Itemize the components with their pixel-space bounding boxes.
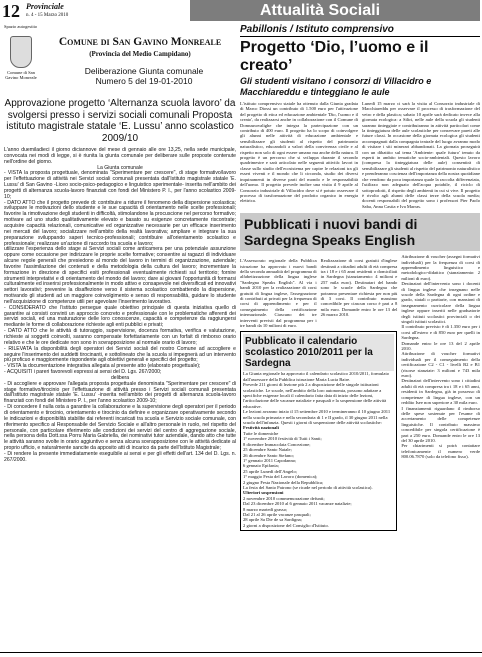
masthead-title: Provinciale	[26, 2, 64, 11]
paragraph: - Di accogliere e approvare l'allegata proposta progettuale denominata "Sperimentare per crescere" di stage formativo/tirocinio per l'effettuazione di attività presso i Servizi sociali comunali presentata dall'Istituto magistrale statale 'E. Lussu' -inserita nell'ambito dei progetti di alternanza scuola-lavoro finanziati con fondi del Ministero P. I., per l'anno scolastico 2009-10;	[4, 380, 236, 405]
list-item: 28 aprile Sa Die de sa Sardigna;	[243, 517, 302, 523]
list-item: 26 dicembre Santo Stefano;	[243, 452, 294, 458]
masthead	[26, 2, 68, 20]
article2-headline: Pubblicati i nuovi bandi di Sardegna Speaks English	[240, 213, 480, 251]
list-item: Dal 21 al 26 aprile vacanze pasquali;	[243, 511, 311, 517]
paragraph: L'istituto comprensivo statale ha ottenuto dalla Giunta gradata di Marco Diossi un contributo di 1.500 euro per l'attivazione del progetto di etica ed educazione ambientale 'Dio, l'uomo e il creato', da realizzarsi anche in collaborazione con il Comune di Domusnovalighe che integra la partecipazione con un contributo di 400 euro. Il progetto ha lo scopo di coinvolgere gli alunni nelle attività di educazione ambientale e sensibilizzare gli studenti al rispetto del patrimonio naturalistico, educandoli a valori della convivenza civile e al rispetto non solo di ogni essere umano ma anche della natura.	[240, 101, 358, 155]
list-item: La festa del Santo Patrono (se ricade nel periodo di attività scolastica).	[243, 484, 373, 490]
paragraph: Destinatari dell'intervento sono i docenti di lingua inglese che insegnano nelle scuole della Sardegna di ogni ordine e grado, statali o paritarie, con mansioni di insegnamento curricolare della lingua inglese oppure inseriti nelle graduatorie degli istituti scolastici provinciali o dei singoli istituti scolastici.	[401, 281, 480, 324]
list-item: 1° maggio Festa del Lavoro (domenica);	[243, 474, 318, 480]
paragraph: In occasione della giornata ecologica gli studenti accompagnati dalla compagnia teatrale del luogo avranno modo di visitare i siti minerari abbandonati. La giornata proseguirà con un dibattito sul tema 'Ambiente: quale futuro' tenuto da esperti in ambito tematiche socio-ambientali.	[362, 133, 480, 161]
paragraph: Questo lavoro (compresa la tinteggiatura delle aule) consentirà di sensibilizzare gli studenti al rispetto del patrimonio naturalistico e prenderanno coscienza dell'importanza della nostra quotidiane che vendono da poca importanza quale la raccolta differenziata, l'utilizzo non adeguato dell'acqua potabile, il riciclo di sottoprodotti, il rispetto degli ambienti in cui si vive. Il progetto è rivolto agli alunni delle classi terze della scuola media; docenti responsabili del progetto sono i professori Pier Paolo Saba, Anna Castia e Iva Marras.	[362, 155, 480, 209]
list-item: 8 dicembre Immacolata Concezione;	[243, 441, 311, 447]
delibera-body	[4, 148, 236, 464]
list-item: 2 novembre 2010 commemorazione defunti;	[243, 495, 325, 501]
paragraph: La Giunta comunale	[97, 164, 143, 171]
article2	[240, 254, 480, 531]
masthead-date: n. 4 - 15 Marzo 2010	[26, 13, 69, 18]
sospensioni-title: Ulteriori sospensioni	[243, 490, 284, 496]
paragraph: La Giunta regionale ha approvato il calendario scolastico 2010/2011, formulato dall'assessore della Pubblica istruzione Maria Lucia Baire.	[243, 371, 390, 382]
delibera-title: Approvazione progetto ‘Alternanza scuola lavoro’ da svolgersi presso i servizi sociali comunali Proposta istituto magistrale statale ‘E. Lussu’ anno scolastico 2009/10	[4, 98, 236, 144]
paragraph: - ACQUISITI i pareri favorevoli espressi ai sensi del D. Lgs. 267/2000;	[4, 369, 162, 376]
paragraph: Destinatari del bando sono le scuole della Sardegna che potranno presentare richiesta per non più di 3 corsi. Il contributo massimo concedibile per ciascun corso è pari a 8 mila euro. Domande entro le ore 13 del 26 marzo 2010.	[320, 279, 398, 318]
list-item: 1° novembre 2010 festività di Tutti i Santi;	[243, 436, 322, 442]
article-kicker: Pabillonis / Istituto comprensivo	[240, 24, 480, 37]
page-header	[0, 0, 482, 22]
paragraph: L'anno duemiladieci il giorno diciannove del mese di gennaio alle ore 13,25, nella sede municipale, convocata nei modi di legge, si è riunita la giunta comunale per deliberare sulle proposte contenute nell'ordine del giorno.	[4, 147, 236, 165]
article-column	[321, 258, 398, 328]
paragraph: - RILEVATA la disponibilità degli operatori dei Servizi sociali del nostro Comune ad accogliere e seguire l'inserimento dei suddetti tirocinanti, e sottolineato che la scuola si impegnerà ad un intervento più proficuo e maggiormente rispondente agli obiettivi generali e specifici del progetto;	[4, 345, 236, 364]
paragraph: Realizzazione di corsi gratuiti d'inglese destinati a cittadini adulti di età compresa tra i 18 e i 65 anni residenti o domiciliati in Sardegna (stanziamento: 4 milioni e 257 mila euro).	[320, 258, 398, 285]
list-item: 25 aprile Lunedì dell'Angelo;	[243, 468, 298, 474]
paragraph: Le lezioni avranno inizio il 15 settembre 2010 e termineranno il 10 giugno 2011 nella scuola primaria e nella secondaria di 1 e II grado, il 30 giugno 2011 nella scuola dell'infanzia. Questi i giorni di sospensione delle attività scolastiche:	[243, 409, 391, 426]
delibera-line-2: Numero 5 del 19-01-2010	[95, 76, 193, 86]
paragraph: - VISTA la proposta progettuale, denominata "Sperimentare per crescere", di stage formativo/lavoro per l'effettuazione di attività nei Servizi sociali comunali presentata dall'Istituto magistrale statale 'E. Lussu' di San Gavino -Liceo socio-psico-pedagogico e linguistico sperimentale- inserita nell'ambito dei progetti di alternanza scuola-lavoro finanziati con fondi del Ministero P. I., per l'anno scolastico 2009-10;	[4, 170, 236, 200]
delibera-header	[54, 66, 234, 86]
list-item: 8 marzo martedì grasso;	[243, 506, 288, 512]
delibera-line-1: Deliberazione Giunta comunale	[84, 66, 204, 76]
calendar-headline: Pubblicato il calendario scolastico 2010/2011 per la Sardegna	[243, 334, 394, 371]
paragraph: Attribuzione di voucher formativi individuali per il conseguimento della certificazione C2 - C1 - livelli B2 e B1 (risorse stanziate: 3 milioni e 743 mila euro).	[401, 351, 480, 379]
list-item: 2 giorni a disposizione del Consiglio d'Istituto.	[243, 522, 329, 528]
article-column	[240, 101, 358, 209]
paragraph: Il contributo previsto è di 1.350 euro per i corsi all'estero e di 850 euro per quelli in Sardegna.	[401, 324, 480, 341]
paragraph: - VISTA la documentazione integrativa allegata al presente atto (elaborato progettuale);	[4, 363, 201, 370]
festivita-title: Festività nazionali	[243, 425, 279, 431]
coat-of-arms-icon	[10, 36, 32, 68]
article-subhead: Gli studenti visitano i consorzi di Villacidro e Macchiareddu e tinteggiano le aule	[240, 76, 432, 97]
paragraph: Il progetto è un percorso che si sviluppa durante il secondo quadrimestre e sarà articolato nelle seguenti attività: lavori in classe sullo studio dell'ecosistema per capire le relazioni tra gli esseri viventi e il mondo che li circonda, studio dei diversi inquinamenti in diverse parti del mondo e le responsabilità dell'uomo. Il progetto prevede inoltre una visita il 9 aprile al Consorzio industriale di Villacidro dove si è potuto osservare il processo di trasformazione del prodotto organico in energia elettrica.	[240, 149, 358, 204]
paragraph: - Di rendere la presente immediatamente eseguibile ai sensi e per gli effetti dell'art. 134 del D. Lgs. n. 267/2000.	[4, 450, 236, 463]
paragraph: delibera	[110, 374, 130, 381]
paragraph: Lunedì 15 marzo ci sarà la visita al Consorzio industriale di Macchiareddu per osservare il processo di trasformazione del vetro e della plastica; sabato 10 aprile sarà dedicato invece alla giornata ecologica: a Siliri, nelle aule della scuola gli studenti saranno tinteggiate e contribuiranno in attività particolari come la tinteggiatura delle aule scolastiche per conservare pareti alle future classi.	[362, 101, 480, 139]
comune-title: Comune di San Gavino Monreale	[58, 36, 222, 48]
article-body	[240, 101, 480, 209]
paragraph: Destinatari dell'intervento sono i cittadini adulti di età compresa tra i 18 e i 65 anni, residenti in Sardegna, già in possesso di competenze di lingua inglese, con un reddito Isee non superiore a 30 mila euro.	[401, 378, 480, 406]
list-item: Dal 23 dicembre 2010 al 6 gennaio 2011 vacanze natalizie;	[243, 501, 352, 507]
article-headline: Progetto ‘Dio, l’uomo e il creato’	[240, 39, 429, 74]
list-item: Tutte le domeniche	[243, 430, 279, 436]
paragraph: I finanziamenti riguardano il rimborso delle spese sostenute per l'esame di accertamento delle competenze linguistiche. Il contributo massimo concedibile per singola certificazione è pari a 250 euro. Domande entro le ore 13 del 30 aprile 2010.	[401, 405, 480, 443]
article-column	[362, 101, 480, 209]
paragraph: Attribuzione di voucher (assegni formativi individuali) per la frequenza di corsi di apprendimento linguistico e metodologico-didattico (stanziamento: 2 milioni di euro).	[401, 254, 480, 281]
page-number: 12	[2, 1, 20, 21]
list-item: 25 dicembre Santo Natale;	[243, 447, 292, 453]
calendar-box	[240, 331, 397, 531]
list-item: 1° gennaio 2011 Capodanno;	[243, 457, 297, 463]
list-item: 6 gennaio Epifania;	[243, 463, 279, 469]
paragraph: Domande entro le ore 13 del 2 aprile 2010.	[401, 340, 480, 352]
list-item: 2 giugno Festa Nazionale della Repubblica;	[243, 479, 324, 485]
right-column	[240, 24, 480, 654]
paragraph: Prevede 211 giorni di lezione più 2 a disposizione delle singole istituzioni scolastiche. Le scuole, nell'ambito della loro autonomia, possono adattare a specifiche esigenze locali il calendario fatta data di inizio delle lezioni, l'articolazione delle vacanze natalizie e pasquali e la sospensione delle attività educative.	[243, 382, 387, 409]
left-column	[4, 24, 236, 652]
article2-side	[401, 254, 480, 531]
crest-caption: Comune di San Gavino Monreale	[5, 70, 37, 80]
provincia: (Provincia del Medio Campidano)	[89, 50, 191, 58]
section-title: Attualità Sociali	[190, 0, 480, 21]
paragraph: - DATO ATTO che il progetto prevede di: contribuire a ridurre il fenomeno della dispersione scolastica; sviluppare le motivazioni dello studente e le sue capacità di orientamento nelle scelte professionali; favorire la rimotivazione degli studenti in difficoltà, stimolandone la procuscione nel percorso formativo; motivare ad uno studio qualitativamente elevato e basato su esigenze concretamente riscontrate; acquisire capacità relazionali, comunicative ed organizzative necessarie per un efficace inserimento nei mercati del lavoro; socializzare nell'ambito della realtà lavorativa; ampliare e integrare la sua preparazione sviluppando saperi tecnico-professionali; contribuire all'orientamento scolastico e professionale; realizzare un'azione di raccordo tra scuola e lavoro;	[4, 199, 236, 247]
paragraph: - CONSIDERATO che l'istituto persegue quale obiettivo principale di questa iniziativa quello di garantire ai corsisti convinti un approccio concreto e professionale con le problematiche afferenti dei servizi sociali, ed una maturazione delle loro conoscenze, capacità e competenze da raggiungersi mediante le forme di collaborazione richieste agli enti pubblici e privati;	[4, 304, 236, 329]
paragraph: Per chiarimenti si potrà contattare telefonicamente il numero verde 800.06.7870 (solo da telefono fisso).	[401, 443, 480, 460]
paragraph: utilizzare l'esperienza dello stage ai Servizi sociali come anticamera per una potenziale assunzione oppure come occasione per indirizzare le proprie scelte formative; consentire ai ragazzi di individuare alcune regole generali che presiedono al mondo del lavoro in termini di organizzazione, aziendale; favorire l'assimilazione dei contenuti e della metodologia della cultura del lavoro; incrementare la formazione in direzione di specifici esiti professionali eventualmente richiesti sul territorio; fornire strumenti interpretativi e di orientamento del mondo del lavoro; dare ai giovani l'opportunità di formarsi culturalmente ed inserirsi professionalmente in modo attivo e consapevole nei diversificati ed innovativi settori lavorativi; prevenire la disaffezione verso il sistema scolastico combattendo la dispersione, motivando gli studenti ad un maggiore coinvolgimento e senso di responsabilità, guidare lo studente nell'acquisizione di competenze utili per agevolare l'inserimento lavorativo.	[4, 246, 236, 305]
crest	[4, 32, 38, 92]
article2-main	[240, 254, 397, 531]
page-footer-rule	[0, 652, 482, 657]
stamp-label: Spazio autogestito	[4, 24, 38, 29]
paragraph: L'Assessorato regionale della Pubblica istruzione ha approvato i nuovi bandi della seconda annualità del programma di alfabetizzazione della lingua inglese "Sardegna Speaks English". Al via i bandi 2010 per la realizzazione di corsi gratuiti di lingua inglese, l'assegnazione di contributi ai privati per la frequenza di corsi di apprendimento e per il conseguimento della certificazione internazionale. Ciascuno dei tre interventi previsti dal programma per i tre bandi da 10 milioni di euro.	[240, 258, 317, 328]
paragraph: - DATO ATTO che le attività di tutoraggio, supervisione, docenza formativa, verifica e valutazione, richieste ai soggetti coinvolti, saranno compensate forfettariamente con un forfait di rimborso orario relativo e che le ore dedicate non sono in sovrapposizione al normale orario di lavoro;	[4, 328, 236, 346]
paragraph: - Di concedere il nulla osta a garantire la collaborazione e la supervisione degli operatori per il periodo di orientamento e tirocinio, orientamento e tirocinio da definire e organizzare operativamente secondo le indicazioni e disponibilità stabilite dai referenti incaricati tra scuola e Servizio sociale comunale, con riferimento specifico al Responsabile del Servizio Sociale e all'altro personale in ruolo, nel rispetto del personale, con particolare riferimento alle condizioni dei servizi del centro di aggregazione sociale, nella persona della Dott.ssa Porru Maria Gabriella, dei nominativi tutor aziendale, dando atto che tutte le attività saranno svolte in orario aggiuntivo e senza alcuna sovrapposizione con le attività dedicate al proprio ufficio, e naturalmente sancite da apposito atti di incarico da parte dell'Istituto Magistrale;	[4, 404, 236, 452]
article2-body	[240, 258, 397, 328]
article-column	[240, 258, 317, 328]
